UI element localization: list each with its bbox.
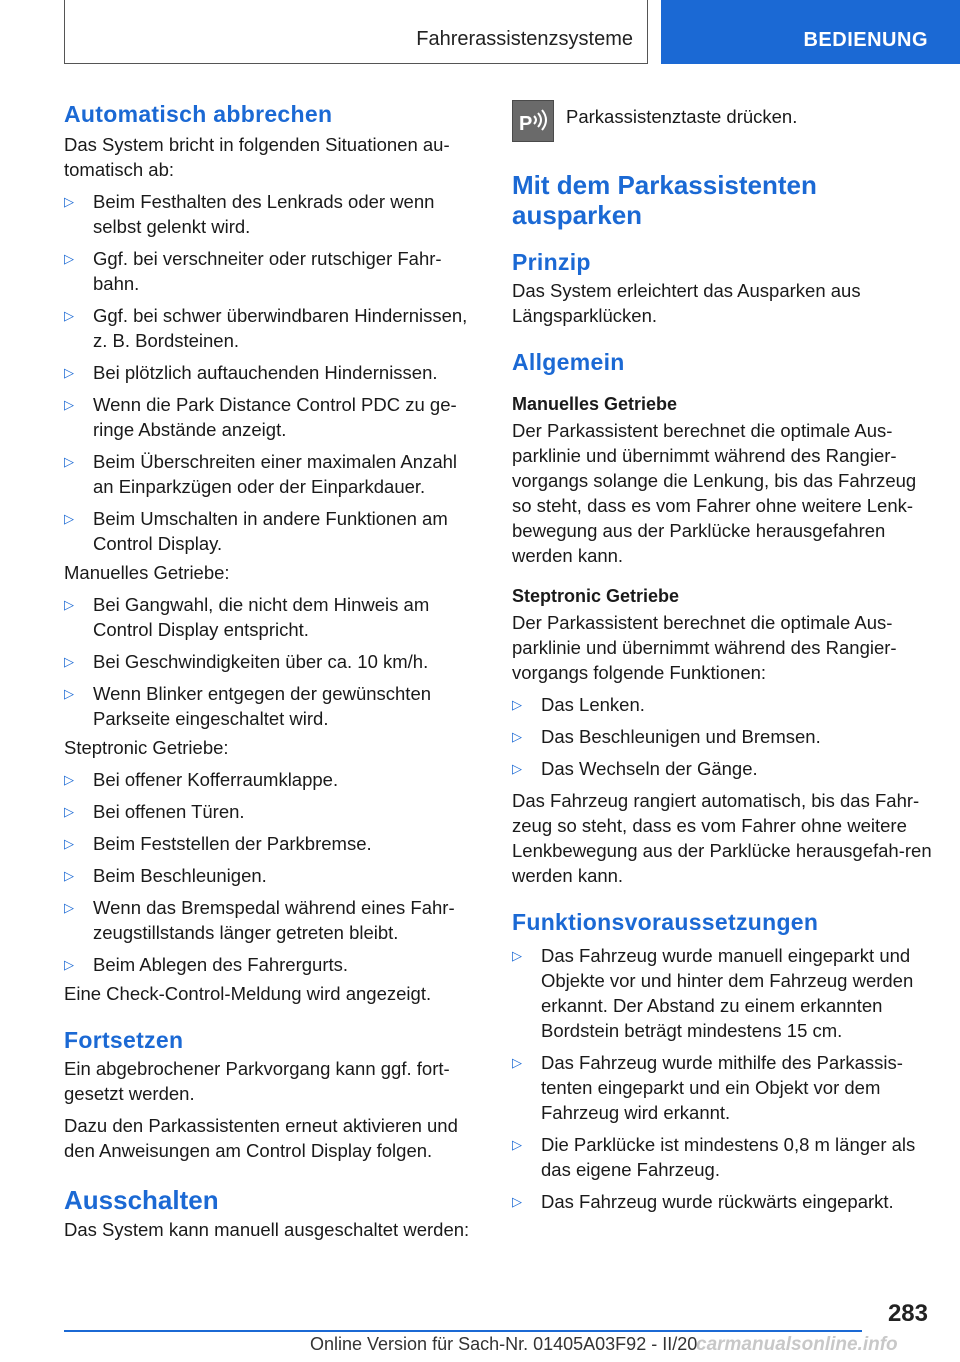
park-button-instruction xyxy=(512,100,932,142)
steptronic-label: Steptronic Getriebe: xyxy=(64,737,229,758)
triangle-right-icon: ▷ xyxy=(512,948,522,963)
list-item: ▷ Die Parklücke ist mindestens 0,8 m länger als das eigene Fahrzeug. xyxy=(512,1134,916,1180)
list-item: ▷ Wenn das Bremspedal während eines Fahr-zeugstillstands länger getreten bleibt. xyxy=(64,897,455,943)
park-button-text: Parkassistenztaste drücken. xyxy=(566,106,798,127)
triangle-right-icon: ▷ xyxy=(64,957,74,972)
right-column xyxy=(512,100,932,1214)
list-item: ▷ Das Fahrzeug wurde mithilfe des Parkassis-tenten eingeparkt und ein Objekt vor dem Fahrzeug wird erkannt. xyxy=(512,1052,903,1123)
svg-text:P: P xyxy=(519,113,533,135)
footer-version-text: Online Version für Sach-Nr. 01405A03F92 - II/20 xyxy=(310,1334,698,1354)
triangle-right-icon: ▷ xyxy=(64,654,74,669)
triangle-right-icon: ▷ xyxy=(64,511,74,526)
triangle-right-icon: ▷ xyxy=(64,804,74,819)
steptronic-functions-list xyxy=(512,692,932,781)
left-column xyxy=(64,100,482,1242)
heading-general: Allgemein xyxy=(512,349,625,375)
manual-text: Der Parkassistent berechnet die optimale Aus-parklinie und übernimmt während des Rangier-vorgangs solange die Lenkung, bis das Fahrzeug so steht, dass es vom Fahrer ohne weitere Lenk-bewegung aus der Parklücke herausgefahren werden kann. xyxy=(512,420,917,566)
triangle-right-icon: ▷ xyxy=(64,868,74,883)
list-item: ▷ Ggf. bei schwer überwindbaren Hindernissen, z. B. Bordsteinen. xyxy=(64,305,468,351)
header-chapter xyxy=(661,0,960,64)
header-section xyxy=(64,0,648,64)
check-control-note: Eine Check-Control-Meldung wird angezeigt. xyxy=(64,983,432,1004)
manual-label: Manuelles Getriebe: xyxy=(64,562,230,583)
requirements-list xyxy=(512,943,932,1214)
triangle-right-icon: ▷ xyxy=(64,365,74,380)
list-item: ▷ Bei Gangwahl, die nicht dem Hinweis am Control Display entspricht. xyxy=(64,594,430,640)
subheading-steptronic: Steptronic Getriebe xyxy=(512,586,680,606)
list-item: ▷ Beim Festhalten des Lenkrads oder wenn selbst gelenkt wird. xyxy=(64,191,435,237)
switch-off-text: Das System kann manuell ausgeschaltet werden: xyxy=(64,1219,470,1240)
triangle-right-icon: ▷ xyxy=(64,900,74,915)
list-item: ▷ Beim Umschalten in andere Funktionen am Control Display. xyxy=(64,508,448,554)
page-number: 283 xyxy=(887,1300,928,1327)
triangle-right-icon: ▷ xyxy=(512,729,522,744)
park-assist-glyph-icon xyxy=(516,104,550,138)
list-item: ▷ Das Wechseln der Gänge. xyxy=(512,758,758,779)
list-item: ▷ Das Fahrzeug wurde rückwärts eingeparkt. xyxy=(512,1191,894,1212)
triangle-right-icon: ▷ xyxy=(64,686,74,701)
list-item: ▷ Beim Beschleunigen. xyxy=(64,865,267,886)
triangle-right-icon: ▷ xyxy=(64,308,74,323)
list-item: ▷ Beim Ablegen des Fahrergurts. xyxy=(64,954,349,975)
park-assist-button-icon xyxy=(512,100,554,142)
heading-switch-off: Ausschalten xyxy=(64,1185,219,1215)
triangle-right-icon: ▷ xyxy=(512,761,522,776)
list-item: ▷ Ggf. bei verschneiter oder rutschiger Fahr-bahn. xyxy=(64,248,442,294)
continue-text-2: Dazu den Parkassistenten erneut aktivieren und den Anweisungen am Control Display folgen. xyxy=(64,1115,458,1161)
list-item: ▷ Wenn Blinker entgegen der gewünschten Parkseite eingeschaltet wird. xyxy=(64,683,432,729)
triangle-right-icon: ▷ xyxy=(512,1194,522,1209)
list-item: ▷ Das Beschleunigen und Bremsen. xyxy=(512,726,821,747)
steptronic-list xyxy=(64,767,482,977)
heading-unpark: Mit dem Parkassistenten ausparken xyxy=(512,170,817,230)
list-item: ▷ Bei offenen Türen. xyxy=(64,801,245,822)
header-chapter-title: BEDIENUNG xyxy=(803,29,928,51)
triangle-right-icon: ▷ xyxy=(64,454,74,469)
triangle-right-icon: ▷ xyxy=(512,1055,522,1070)
list-item: ▷ Bei Geschwindigkeiten über ca. 10 km/h. xyxy=(64,651,429,672)
triangle-right-icon: ▷ xyxy=(64,836,74,851)
triangle-right-icon: ▷ xyxy=(512,1137,522,1152)
footer-divider xyxy=(64,1330,862,1332)
triangle-right-icon: ▷ xyxy=(64,772,74,787)
triangle-right-icon: ▷ xyxy=(64,251,74,266)
triangle-right-icon: ▷ xyxy=(64,397,74,412)
heading-principle: Prinzip xyxy=(512,249,591,275)
continue-text-1: Ein abgebrochener Parkvorgang kann ggf. fort-gesetzt werden. xyxy=(64,1058,450,1104)
triangle-right-icon: ▷ xyxy=(64,194,74,209)
manual-list xyxy=(64,592,482,731)
list-item: ▷ Bei offener Kofferraumklappe. xyxy=(64,769,339,790)
list-item: ▷ Wenn die Park Distance Control PDC zu ge-ringe Abstände anzeigt. xyxy=(64,394,457,440)
auto-cancel-intro: Das System bricht in folgenden Situationen au-tomatisch ab: xyxy=(64,134,450,180)
triangle-right-icon: ▷ xyxy=(512,697,522,712)
watermark: carmanualsonline.info xyxy=(696,1334,898,1355)
heading-requirements: Funktionsvoraussetzungen xyxy=(512,909,819,935)
list-item: ▷ Beim Feststellen der Parkbremse. xyxy=(64,833,372,854)
auto-cancel-list xyxy=(64,189,482,556)
header-section-title: Fahrerassistenzsysteme xyxy=(416,28,633,50)
list-item: ▷ Das Fahrzeug wurde manuell eingeparkt und Objekte vor und hinter dem Fahrzeug werden erkannt. Der Abstand zu einem erkannten Bordstein beträgt mindestens 15 cm. xyxy=(512,945,914,1041)
triangle-right-icon: ▷ xyxy=(64,597,74,612)
list-item: ▷ Beim Überschreiten einer maximalen Anzahl an Einparkzügen oder der Einparkdauer. xyxy=(64,451,458,497)
heading-continue: Fortsetzen xyxy=(64,1027,184,1053)
heading-auto-cancel: Automatisch abbrechen xyxy=(64,101,333,127)
auto-maneuver-text: Das Fahrzeug rangiert automatisch, bis das Fahr-zeug so steht, dass es vom Fahrer ohne weitere Lenkbewegung aus der Parklücke herausgefah-ren werden kann. xyxy=(512,790,932,886)
principle-text: Das System erleichtert das Ausparken aus Längsparklücken. xyxy=(512,280,861,326)
list-item: ▷ Bei plötzlich auftauchenden Hindernissen. xyxy=(64,362,438,383)
steptronic-text: Der Parkassistent berechnet die optimale Aus-parklinie und übernimmt während des Rangier-vorgangs folgende Funktionen: xyxy=(512,612,897,683)
list-item: ▷ Das Lenken. xyxy=(512,694,645,715)
subheading-manual: Manuelles Getriebe xyxy=(512,394,678,414)
